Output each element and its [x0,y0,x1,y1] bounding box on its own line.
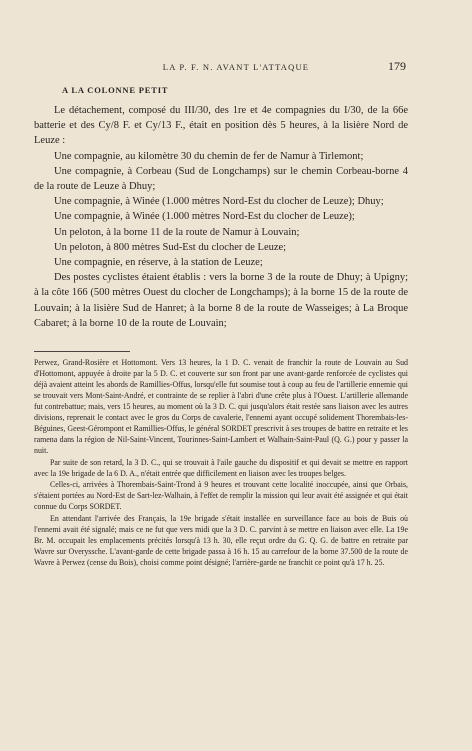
body-paragraph: Un peloton, à 800 mètres Sud-Est du clocher de Leuze; [54,241,287,253]
body-paragraph: Une compagnie, au kilomètre 30 du chemin de fer de Namur à Tirlemont; [54,150,364,162]
body-paragraph: Une compagnie, à Winée (1.000 mètres Nord-Est du clocher de Leuze); Dhuy; [54,196,384,208]
footnote-divider [34,351,130,352]
footnote-paragraph: Perwez, Grand-Rosière et Hottomont. Vers 13 heures, la 1 D. C. venait de franchir la route de Louvain au Sud d'Hottomont, appuyée à droite par la 5 D. C. et couverte sur son front par une avant-garde renforcée de cyclistes qui déjà avaient atteint les abords de Ramillies-Offus, lorsqu'elle fut soumise tout à coup au feu de l'artillerie ennemie qui se trouvait vers Mont-Saint-André, et contrainte de se replier à l'abri d'une crête plus à l'Ouest. L'artillerie allemande fut contrebattue; mais, vers 15 heures, au moment où la 3 D. C. qui jusqu'alors était restée sans liaison avec les autres divisions, reprenait le contact avec le gros du Corps de cavalerie, l'ennemi ayant occupé solidement Thorembais-les-Béguines, Geest-Gérompont et Ramillies-Offus, le général SORDET prescrivit à ses troupes de battre en retraite et les ramena dans la région de Nil-Saint-Vincent, Tourinnes-Saint-Lambert et Walhain-Saint-Paul (Q. G.) pour y passer la nuit. [34,358,408,455]
body-paragraph: Une compagnie, en réserve, à la station de Leuze; [54,257,263,269]
main-text [34,103,408,331]
footnotes [34,358,408,570]
footnote-paragraph: En attendant l'arrivée des Français, la 19e brigade s'était installée en surveillance face au bois de Buis où l'ennemi avait été signalé; mais ce ne fut que vers midi que la 3 D. C. parvint à se mettre en liaison avec elle. La 19e Br. M. occupait les emplacements précités lorsqu'à 13 h. 30, elle reçut ordre du G. Q. G. de battre en retraite par Wavre sur Overyssche. L'avant-garde de cette brigade passa à 16 h. 15 au carrefour de la borne 37.500 de la route de Wavre à Perwez (cense du Bois), choisi comme point désigné; l'arrière-garde ne franchit ce point qu'à 17 h. 25. [34,514,408,568]
body-paragraph: Une compagnie, à Winée (1.000 mètres Nord-Est du clocher de Leuze); [54,211,355,223]
body-paragraph: Le détachement, composé du III/30, des 1re et 4e compagnies du I/30, de la 66e batterie et des Cy/8 F. et Cy/13 F., était en position dès 5 heures, à la lisière Nord de Leuze : [34,105,408,147]
body-paragraph: Des postes cyclistes étaient établis : vers la borne 3 de la route de Dhuy; à Upigny; à la côte 166 (500 mètres Ouest du clocher de Longchamps); à la borne 15 de la route de Louvain; à la lisière Sud de Hanret; à la borne 8 de la route de Wasseiges; à La Broque Cabaret; à la borne 10 de la route de Louvain; [34,272,408,329]
page-number: 179 [388,59,406,73]
body-paragraph: Un peloton, à la borne 11 de la route de Namur à Louvain; [54,226,300,238]
footnote-paragraph: Celles-ci, arrivées à Thorembais-Saint-Trond à 9 heures et trouvant cette localité inoccupée, ainsi que Orbais, s'étaient portées au Nord-Est de Sart-lez-Walhain, à l'effet de remplir la mission qui leur avait été assignée et qui était connue du Corps SORDET. [34,480,408,512]
body-paragraph: Une compagnie, à Corbeau (Sud de Longchamps) sur le chemin Corbeau-borne 4 de la route de Leuze à Dhuy; [34,165,408,193]
running-head: LA P. F. N. AVANT L'ATTAQUE [162,62,310,72]
footnote-paragraph: Par suite de son retard, la 3 D. C., qui se trouvait à l'aile gauche du dispositif et qui devait se mettre en rapport avec la 19e brigade de la 6 D. A., n'était entrée que difficilement en liaison avec les troupes belges. [34,457,408,478]
section-title: A LA COLONNE PETIT [62,85,169,95]
